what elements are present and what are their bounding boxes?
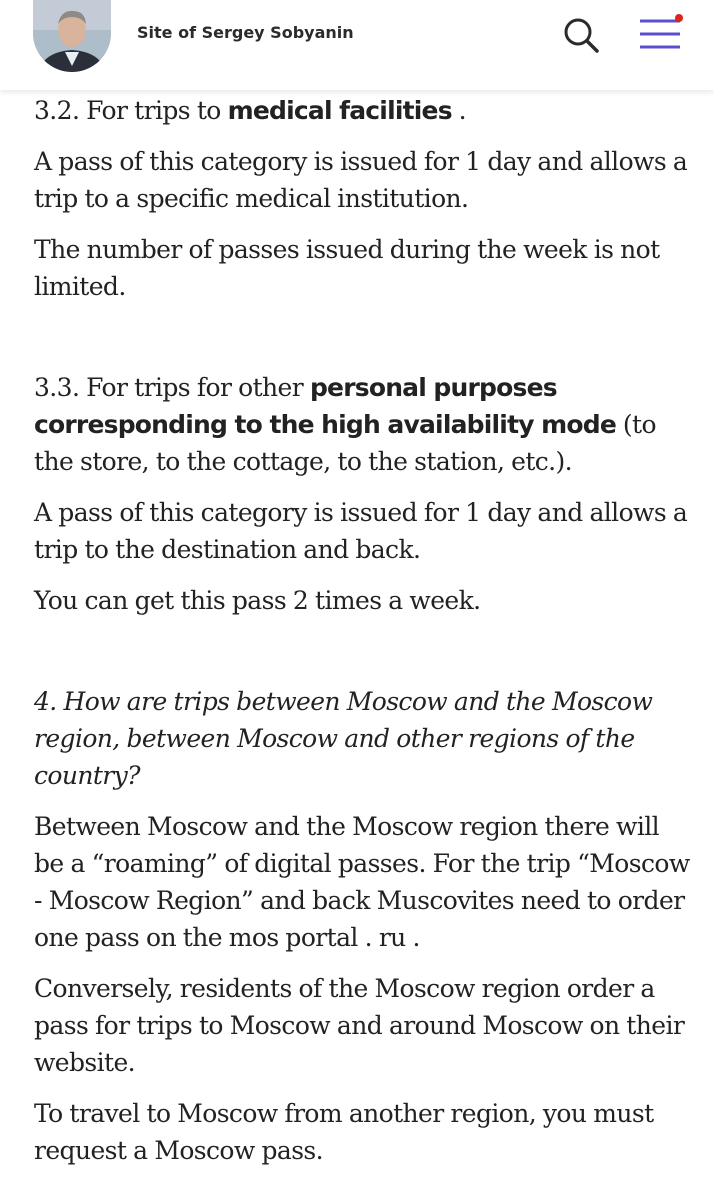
section-3-2-suffix: . xyxy=(451,96,466,125)
section-3-2-bold: medical facilities xyxy=(227,96,452,125)
notification-dot xyxy=(675,14,683,22)
site-header xyxy=(0,0,714,90)
section-3-2-prefix: 3.2. For trips to xyxy=(34,96,228,125)
menu-button[interactable] xyxy=(634,12,688,58)
search-button[interactable] xyxy=(558,12,604,58)
section-3-3-paragraph-1: A pass of this category is issued for 1 day and allows a trip to the destination and back. xyxy=(34,498,688,564)
question-4-paragraph-3: To travel to Moscow from another region, you must request a Moscow pass. xyxy=(34,1099,654,1165)
search-icon xyxy=(562,16,600,54)
section-3-3-bold: personal purposes corresponding to the high availability mode xyxy=(34,373,616,439)
section-3-2-paragraph-1: A pass of this category is issued for 1 day and allows a trip to a specific medical institution. xyxy=(34,147,688,213)
question-4-paragraph-2: Conversely, residents of the Moscow region order a pass for trips to Moscow and around Moscow on their website. xyxy=(34,974,685,1077)
section-3-2-paragraph-2: The number of passes issued during the week is not limited. xyxy=(34,235,660,301)
hamburger-menu-icon xyxy=(634,12,688,58)
avatar[interactable] xyxy=(33,0,111,72)
section-3-3-prefix: 3.3. For trips for other xyxy=(34,373,310,402)
question-4-paragraph-1: Between Moscow and the Moscow region there will be a “roaming” of digital passes. For the trip “Moscow - Moscow Region” and back Muscovites need to order one pass on the mos portal . ru . xyxy=(34,812,690,952)
section-3-3-heading xyxy=(34,369,694,480)
section-3-2-heading xyxy=(34,92,694,129)
article-body xyxy=(34,92,694,1183)
question-4-heading: 4. How are trips between Moscow and the Moscow region, between Moscow and other regions of the country? xyxy=(34,687,653,790)
section-3-3-suffix: (to the store, to the cottage, to the station, etc.). xyxy=(34,410,656,476)
site-title[interactable]: Site of Sergey Sobyanin xyxy=(137,23,354,42)
section-3-3-paragraph-2: You can get this pass 2 times a week. xyxy=(34,586,481,615)
